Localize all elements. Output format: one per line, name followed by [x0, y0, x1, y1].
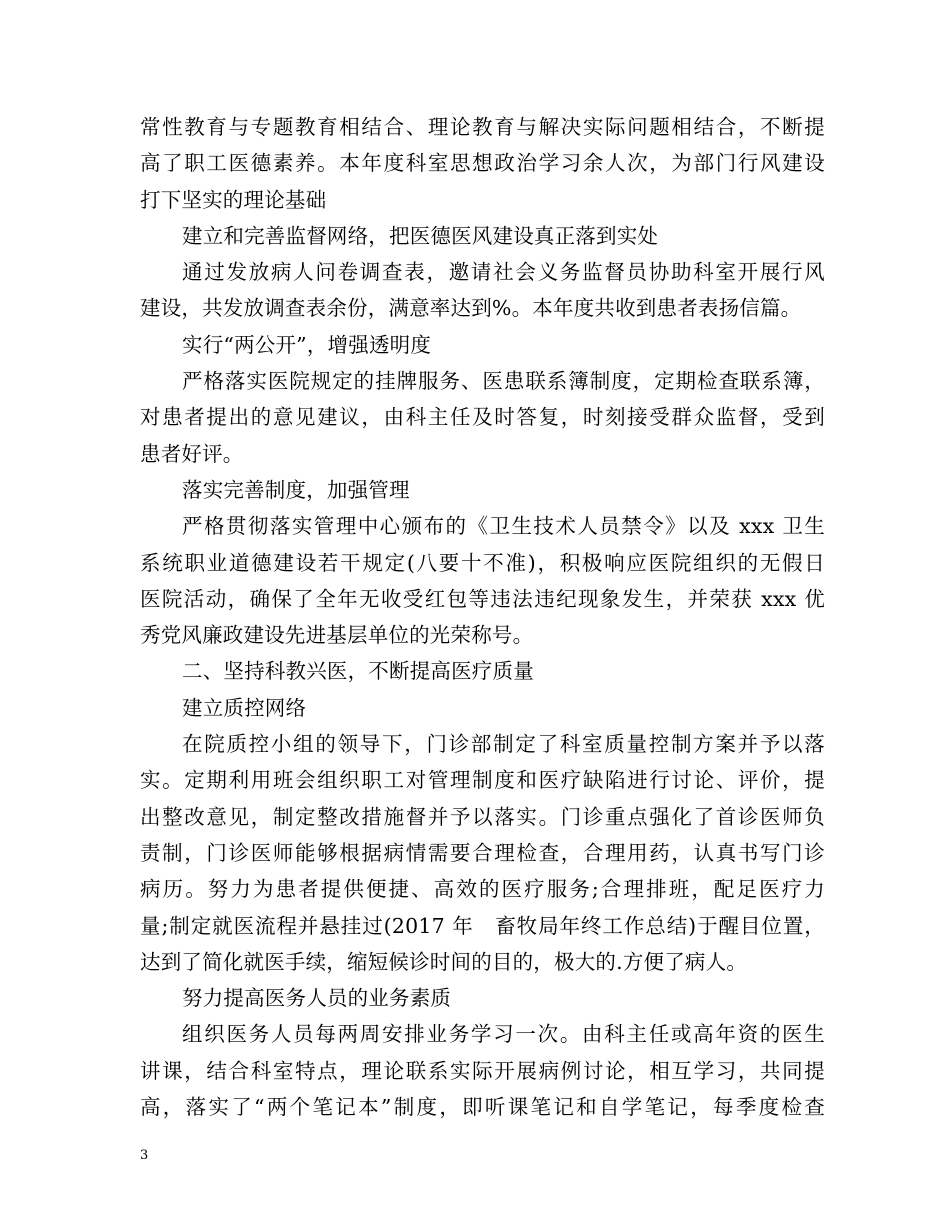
text-line: 高，落实了“两个笔记本”制度，即听课笔记和自学笔记，每季度检查: [140, 1095, 825, 1120]
paragraph: [140, 980, 825, 1016]
text-line: 建立和完善监督网络，把医德医风建设真正落到实处: [182, 223, 659, 248]
paragraph: [140, 1016, 825, 1125]
text-line: 严格贯彻落实管理中心颁布的《卫生技术人员禁令》以及 xxx 卫生: [182, 514, 825, 539]
text-line: 对患者提出的意见建议，由科主任及时答复，时刻接受群众监督，受到: [140, 405, 825, 430]
text-line: 打下坚实的理论基础: [140, 187, 327, 212]
text-line: 实。定期利用班会组织职工对管理制度和医疗缺陷进行讨论、评价，提: [140, 768, 825, 793]
text-line: 二、坚持科教兴医，不断提高医疗质量: [182, 659, 534, 684]
text-line: 病历。努力为患者提供便捷、高效的医疗服务;合理排班，配足医疗力: [140, 877, 825, 902]
text-line: 患者好评。: [140, 441, 244, 466]
text-line: 通过发放病人问卷调查表，邀请社会义务监督员协助科室开展行风: [182, 260, 825, 285]
text-line: 实行“两公开”，增强透明度: [182, 332, 432, 357]
document-body: [140, 109, 825, 1125]
paragraph: [140, 726, 825, 980]
text-line: 严格落实医院规定的挂牌服务、医患联系簿制度，定期检查联系簿，: [182, 369, 825, 394]
paragraph: [140, 653, 825, 689]
paragraph: [140, 327, 825, 363]
paragraph: [140, 472, 825, 508]
text-line: 高了职工医德素养。本年度科室思想政治学习余人次，为部门行风建设: [140, 151, 825, 176]
text-line: 出整改意见，制定整改措施督并予以落实。门诊重点强化了首诊医师负: [140, 804, 825, 829]
text-line: 常性教育与专题教育相结合、理论教育与解决实际问题相结合，不断提: [140, 115, 825, 139]
text-line: 努力提高医务人员的业务素质: [182, 986, 452, 1011]
text-line: 落实完善制度，加强管理: [182, 477, 410, 502]
paragraph: [140, 363, 825, 472]
paragraph: [140, 508, 825, 653]
paragraph: [140, 218, 825, 254]
text-line: 秀党风廉政建设先进基层单位的光荣称号。: [140, 623, 534, 648]
text-line: 组织医务人员每两周安排业务学习一次。由科主任或高年资的医生: [182, 1022, 825, 1047]
text-line: 建设，共发放调查表余份，满意率达到%。本年度共收到患者表扬信篇。: [140, 296, 802, 321]
paragraph: [140, 690, 825, 726]
text-line: 系统职业道德建设若干规定(八要十不准)，积极响应医院组织的无假日: [140, 550, 825, 575]
text-line: 量;制定就医流程并悬挂过(2017 年 畜牧局年终工作总结)于醒目位置，: [140, 913, 825, 938]
text-line: 医院活动，确保了全年无收受红包等违法违纪现象发生，并荣获 xxx 优: [140, 586, 825, 611]
paragraph: [140, 109, 825, 218]
text-line: 在院质控小组的领导下，门诊部制定了科室质量控制方案并予以落: [182, 732, 825, 757]
text-line: 达到了简化就医手续，缩短候诊时间的目的，极大的.方便了病人。: [140, 949, 748, 974]
paragraph: [140, 254, 825, 327]
text-line: 责制，门诊医师能够根据病情需要合理检查，合理用药，认真书写门诊: [140, 840, 825, 865]
text-line: 建立质控网络: [182, 695, 307, 720]
page-number: 3: [140, 1148, 149, 1163]
text-line: 讲课，结合科室特点，理论联系实际开展病例讨论，相互学习，共同提: [140, 1058, 825, 1083]
